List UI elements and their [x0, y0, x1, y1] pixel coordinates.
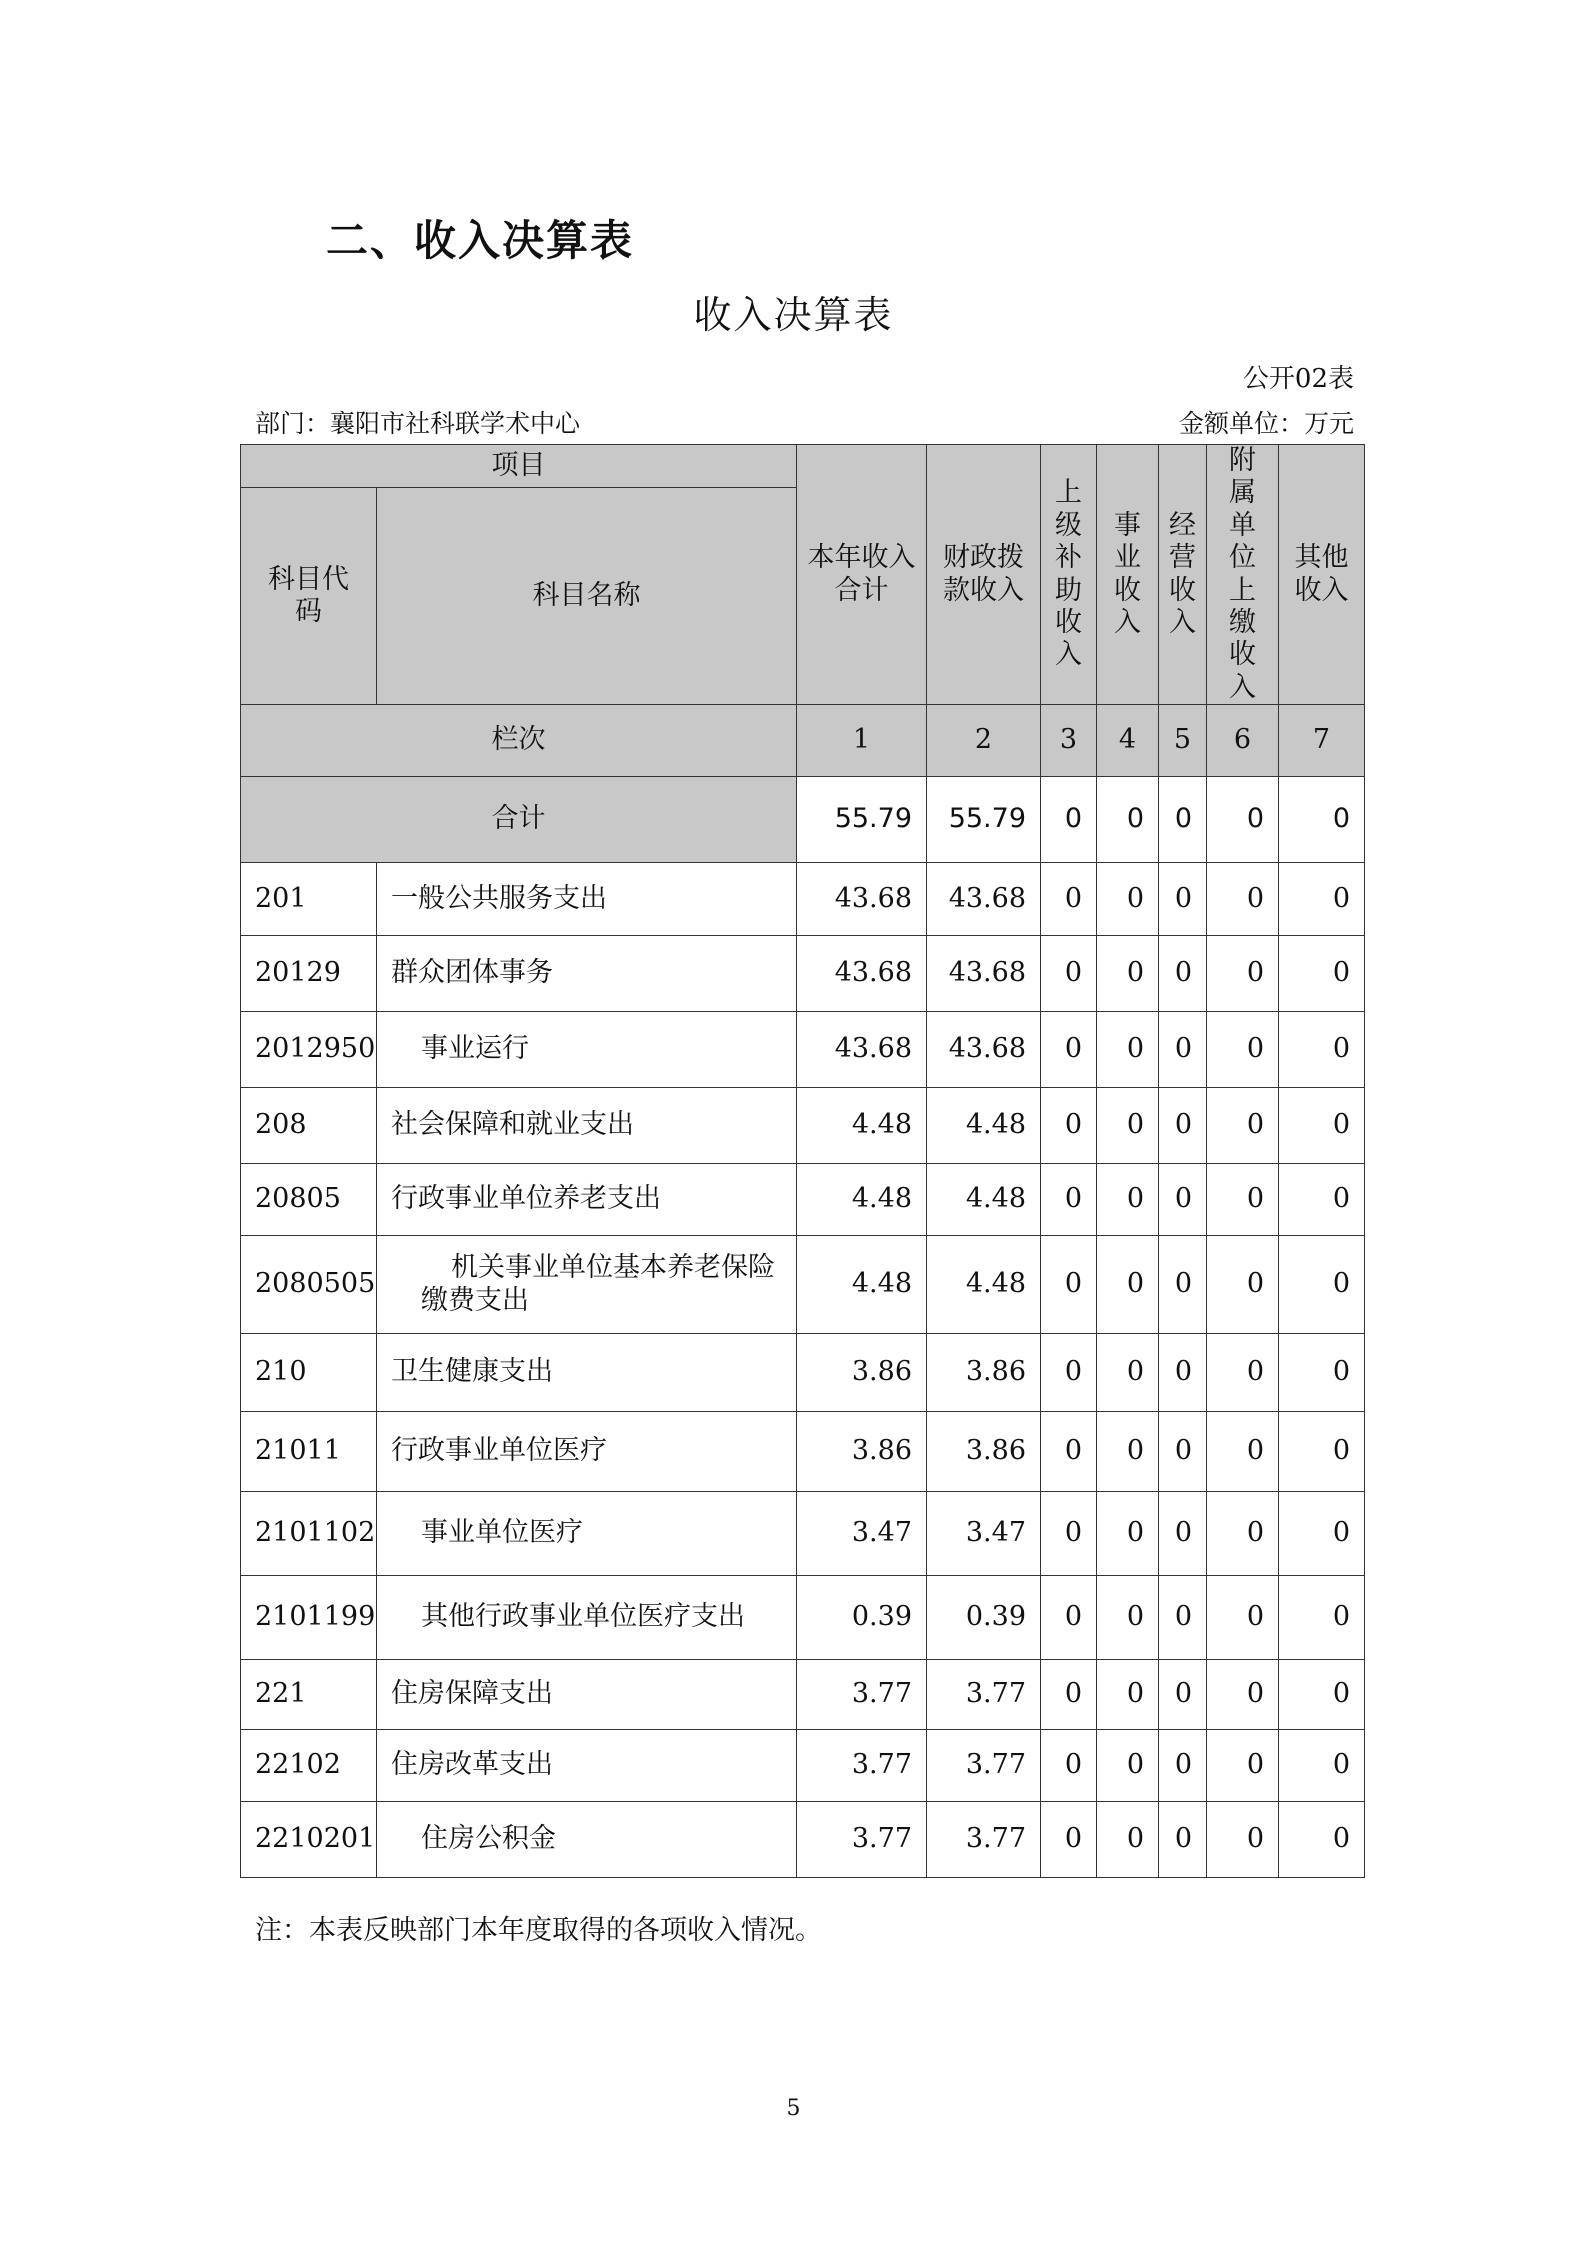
value-cell: 0: [1041, 1730, 1097, 1802]
value-cell: 0: [1159, 1088, 1207, 1164]
value-cell: 0: [1097, 1236, 1159, 1334]
subject-name-cell: 群众团体事务: [377, 936, 797, 1012]
value-cell: 0: [1159, 863, 1207, 936]
page-number: 5: [786, 2096, 801, 2121]
header-col5: [1159, 445, 1207, 705]
header-col3: [1041, 445, 1097, 705]
value-cell: 0: [1041, 863, 1097, 936]
value-cell: 0: [1207, 936, 1279, 1012]
subject-code-cell: 2101199: [241, 1576, 377, 1660]
value-cell: 0: [1207, 863, 1279, 936]
header-subject-name: 科目名称: [377, 488, 797, 705]
subject-code-cell: 20805: [241, 1164, 377, 1236]
value-cell: 3.77: [927, 1802, 1041, 1878]
value-cell: 0: [1279, 936, 1365, 1012]
header-col6-text: 附 属 单 位 上 缴 收 入: [1229, 445, 1256, 703]
value-cell: 4.48: [797, 1236, 927, 1334]
subject-code-cell: 20129: [241, 936, 377, 1012]
table-code: 公开02表: [1242, 364, 1354, 394]
header-col6: [1207, 445, 1279, 705]
index-cell: 4: [1097, 705, 1159, 777]
index-cell: 5: [1159, 705, 1207, 777]
value-cell: 4.48: [927, 1088, 1041, 1164]
total-cell: 55.79: [797, 777, 927, 863]
subject-code-cell: 21011: [241, 1412, 377, 1492]
value-cell: 0: [1207, 1088, 1279, 1164]
value-cell: 0: [1097, 1576, 1159, 1660]
index-cell: 1: [797, 705, 927, 777]
department-label: 部门：襄阳市社科联学术中心: [255, 409, 581, 438]
subject-name-cell: 行政事业单位养老支出: [377, 1164, 797, 1236]
value-cell: 3.47: [927, 1492, 1041, 1576]
value-cell: 0.39: [927, 1576, 1041, 1660]
header-project: 项目: [241, 445, 797, 488]
value-cell: 0: [1159, 1334, 1207, 1412]
total-row: [241, 777, 1365, 863]
value-cell: 0: [1159, 1236, 1207, 1334]
subject-code-cell: 2101102: [241, 1492, 377, 1576]
subject-name-cell: 社会保障和就业支出: [377, 1088, 797, 1164]
value-cell: 43.68: [797, 863, 927, 936]
value-cell: 0: [1041, 1660, 1097, 1730]
value-cell: 0: [1159, 1492, 1207, 1576]
subject-name-cell: 住房改革支出: [377, 1730, 797, 1802]
table-row: [241, 1802, 1365, 1878]
value-cell: 0: [1041, 936, 1097, 1012]
subject-code-cell: 221: [241, 1660, 377, 1730]
value-cell: 43.68: [797, 1012, 927, 1088]
index-cell: 3: [1041, 705, 1097, 777]
value-cell: 0: [1097, 1088, 1159, 1164]
value-cell: 0: [1279, 1236, 1365, 1334]
table-row: [241, 1088, 1365, 1164]
value-cell: 0: [1041, 1088, 1097, 1164]
header-col5-text: 经 营 收 入: [1169, 509, 1196, 638]
value-cell: 0: [1041, 1576, 1097, 1660]
subject-code-cell: 2080505: [241, 1236, 377, 1334]
total-cell: 0: [1097, 777, 1159, 863]
value-cell: 0: [1159, 1802, 1207, 1878]
index-label: 栏次: [241, 705, 797, 777]
total-cell: 0: [1207, 777, 1279, 863]
header-col7: 其他收入: [1279, 445, 1365, 705]
value-cell: 0: [1279, 1492, 1365, 1576]
total-label: 合计: [241, 777, 797, 863]
value-cell: 0: [1279, 1730, 1365, 1802]
value-cell: 4.48: [797, 1164, 927, 1236]
subject-name-cell: 其他行政事业单位医疗支出: [377, 1576, 797, 1660]
index-row: [241, 705, 1365, 777]
subject-name-cell: 行政事业单位医疗: [377, 1412, 797, 1492]
value-cell: 4.48: [927, 1236, 1041, 1334]
unit-label: 金额单位：万元: [1178, 409, 1354, 438]
table-row: [241, 1236, 1365, 1334]
value-cell: 0: [1097, 1012, 1159, 1088]
income-table: [240, 444, 1365, 1878]
value-cell: 0: [1097, 1412, 1159, 1492]
subject-code-cell: 210: [241, 1334, 377, 1412]
value-cell: 0: [1279, 1802, 1365, 1878]
value-cell: 0: [1279, 863, 1365, 936]
total-cell: 0: [1279, 777, 1365, 863]
total-cell: 0: [1159, 777, 1207, 863]
header-subject-code: 科目代码: [241, 488, 377, 705]
subject-name-cell: 卫生健康支出: [377, 1334, 797, 1412]
value-cell: 0: [1207, 1236, 1279, 1334]
index-cell: 7: [1279, 705, 1365, 777]
subject-code-cell: 2012950: [241, 1012, 377, 1088]
value-cell: 0: [1279, 1576, 1365, 1660]
table-row: [241, 1492, 1365, 1576]
total-cell: 55.79: [927, 777, 1041, 863]
value-cell: 0: [1207, 1412, 1279, 1492]
value-cell: 0: [1159, 936, 1207, 1012]
value-cell: 0: [1279, 1412, 1365, 1492]
value-cell: 43.68: [927, 936, 1041, 1012]
value-cell: 0: [1041, 1164, 1097, 1236]
total-cell: 0: [1041, 777, 1097, 863]
value-cell: 0: [1159, 1412, 1207, 1492]
subject-name-cell: 住房保障支出: [377, 1660, 797, 1730]
subject-code-cell: 22102: [241, 1730, 377, 1802]
value-cell: 0: [1041, 1012, 1097, 1088]
value-cell: 4.48: [797, 1088, 927, 1164]
value-cell: 0: [1159, 1730, 1207, 1802]
table-row: [241, 1334, 1365, 1412]
value-cell: 0: [1279, 1012, 1365, 1088]
value-cell: 0: [1097, 1660, 1159, 1730]
value-cell: 0: [1207, 1730, 1279, 1802]
value-cell: 0: [1041, 1412, 1097, 1492]
value-cell: 0: [1207, 1492, 1279, 1576]
value-cell: 3.77: [927, 1730, 1041, 1802]
value-cell: 0: [1207, 1012, 1279, 1088]
value-cell: 3.86: [927, 1334, 1041, 1412]
table-note: 注：本表反映部门本年度取得的各项收入情况。: [255, 1915, 822, 1946]
value-cell: 43.68: [927, 863, 1041, 936]
index-cell: 6: [1207, 705, 1279, 777]
subject-code-cell: 208: [241, 1088, 377, 1164]
value-cell: 3.77: [797, 1802, 927, 1878]
value-cell: 0.39: [797, 1576, 927, 1660]
subject-code-cell: 201: [241, 863, 377, 936]
subject-name-cell: 事业运行: [377, 1012, 797, 1088]
table-row: [241, 936, 1365, 1012]
value-cell: 0: [1041, 1492, 1097, 1576]
subject-name-cell: 一般公共服务支出: [377, 863, 797, 936]
table-row: [241, 863, 1365, 936]
table-row: [241, 1412, 1365, 1492]
value-cell: 0: [1159, 1164, 1207, 1236]
value-cell: 0: [1097, 1164, 1159, 1236]
value-cell: 0: [1097, 1802, 1159, 1878]
table-row: [241, 1576, 1365, 1660]
value-cell: 0: [1097, 1334, 1159, 1412]
value-cell: 0: [1207, 1164, 1279, 1236]
subject-name-cell: 机关事业单位基本养老保险缴费支出: [377, 1236, 797, 1334]
value-cell: 0: [1097, 936, 1159, 1012]
value-cell: 0: [1041, 1236, 1097, 1334]
value-cell: 0: [1207, 1334, 1279, 1412]
value-cell: 0: [1279, 1334, 1365, 1412]
header-col4: [1097, 445, 1159, 705]
value-cell: 4.48: [927, 1164, 1041, 1236]
index-cell: 2: [927, 705, 1041, 777]
value-cell: 0: [1279, 1164, 1365, 1236]
subject-name-cell: 事业单位医疗: [377, 1492, 797, 1576]
value-cell: 0: [1041, 1802, 1097, 1878]
value-cell: 0: [1159, 1660, 1207, 1730]
header-col4-text: 事 业 收 入: [1114, 509, 1141, 638]
value-cell: 0: [1279, 1660, 1365, 1730]
value-cell: 0: [1207, 1802, 1279, 1878]
table-row: [241, 1012, 1365, 1088]
table-row: [241, 1660, 1365, 1730]
section-heading: 二、收入决算表: [326, 216, 635, 265]
value-cell: 43.68: [797, 936, 927, 1012]
value-cell: 0: [1207, 1576, 1279, 1660]
header-col2: 财政拨款收入: [927, 445, 1041, 705]
value-cell: 3.86: [797, 1412, 927, 1492]
value-cell: 0: [1097, 1730, 1159, 1802]
value-cell: 3.86: [927, 1412, 1041, 1492]
table-row: [241, 1164, 1365, 1236]
value-cell: 0: [1097, 863, 1159, 936]
value-cell: 0: [1159, 1576, 1207, 1660]
value-cell: 43.68: [927, 1012, 1041, 1088]
value-cell: 0: [1279, 1088, 1365, 1164]
subject-name-cell: 住房公积金: [377, 1802, 797, 1878]
value-cell: 0: [1097, 1492, 1159, 1576]
value-cell: 3.47: [797, 1492, 927, 1576]
value-cell: 3.77: [927, 1660, 1041, 1730]
value-cell: 0: [1159, 1012, 1207, 1088]
table-title: 收入决算表: [693, 293, 894, 337]
value-cell: 3.86: [797, 1334, 927, 1412]
header-col1: 本年收入合计: [797, 445, 927, 705]
subject-code-cell: 2210201: [241, 1802, 377, 1878]
value-cell: 0: [1207, 1660, 1279, 1730]
value-cell: 3.77: [797, 1730, 927, 1802]
value-cell: 3.77: [797, 1660, 927, 1730]
table-row: [241, 1730, 1365, 1802]
value-cell: 0: [1041, 1334, 1097, 1412]
header-col3-text: 上 级 补 助 收 入: [1055, 477, 1082, 671]
